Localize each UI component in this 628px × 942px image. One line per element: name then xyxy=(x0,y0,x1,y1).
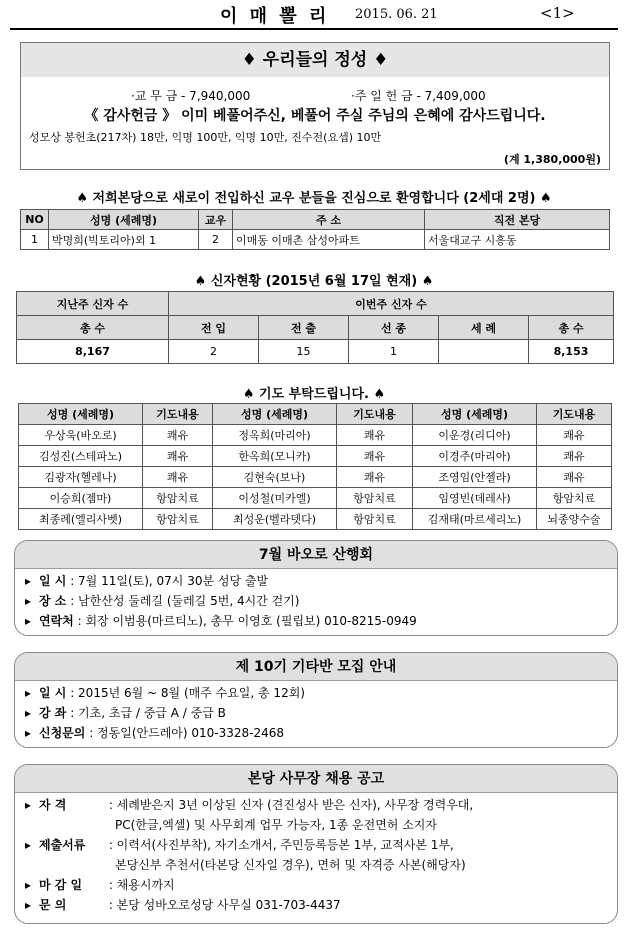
row-value: 이력서(사진부착), 자기소개서, 주민등록등본 1부, 교적사본 1부, xyxy=(116,838,454,852)
cell: 우상욱(바오로) xyxy=(19,425,143,446)
guitar-notice xyxy=(14,652,618,748)
cell: 항암치료 xyxy=(537,488,612,509)
cell: 항암치료 xyxy=(337,488,413,509)
cell: 이성철(미카엘) xyxy=(213,488,337,509)
cell: 이경주(마리아) xyxy=(413,446,537,467)
table-row xyxy=(17,340,614,364)
cell: 이운경(리디아) xyxy=(413,425,537,446)
cell: 최성운(벨라뎃다) xyxy=(213,509,337,530)
col-header: 기도내용 xyxy=(537,404,612,425)
row-value: 본당신부 추천서(타본당 신자일 경우), 면허 및 자격증 사본(해당자) xyxy=(115,858,466,872)
cell: 쾌유 xyxy=(143,467,213,488)
table-row xyxy=(21,230,610,250)
arrow-icon: ▸ xyxy=(25,726,32,740)
notice-row: ▸ 신청문의 : 정동일(안드레아) 010-3328-2468 xyxy=(15,723,617,743)
table-row xyxy=(19,488,612,509)
col-header: 성명 (세례명) xyxy=(413,404,537,425)
notice-row: ▸ 자 격 : 세례받은지 3년 이상된 신자 (견진성사 받은 신자), 사무장 경력우대, xyxy=(15,795,617,815)
row-label: 장 소 xyxy=(39,594,67,608)
cell: 쾌유 xyxy=(337,467,413,488)
newcomers-table xyxy=(20,209,610,250)
row-label: 자 격 xyxy=(39,798,67,812)
row-value: 세례받은지 3년 이상된 신자 (견진성사 받은 신자), 사무장 경력우대, xyxy=(116,798,474,812)
notice-row: ▸ 강 좌 : 기초, 초급 / 중급 A / 중급 B xyxy=(15,703,617,723)
hiring-heading: 본당 사무장 채용 공고 xyxy=(15,765,617,793)
newcomers-heading: ♠ 저희본당으로 새로이 전입하신 교우 분들을 진심으로 환영합니다 (2세대 2명) ♠ xyxy=(76,191,552,206)
cell: 김성진(스테파노) xyxy=(19,446,143,467)
col-header: 성명 (세례명) xyxy=(49,210,199,230)
cell: 1 xyxy=(21,230,49,250)
guitar-heading: 제 10기 기타반 모집 안내 xyxy=(15,653,617,681)
row-label: 신청문의 xyxy=(39,726,86,740)
row-label: 일 시 xyxy=(39,574,67,588)
header-divider xyxy=(10,28,618,30)
bulletin-header xyxy=(0,0,628,34)
collection-amount: ·교 무 금 - 7,940,000 xyxy=(131,89,251,103)
row-label: 제출서류 xyxy=(39,838,86,852)
page-number: <1> xyxy=(540,4,575,22)
row-value: 채용시까지 xyxy=(116,878,175,892)
arrow-icon: ▸ xyxy=(25,614,32,628)
thanks-message: 《 감사헌금 》 이미 베풀어주신, 베풀어 주실 주님의 은혜에 감사드립니다. xyxy=(84,108,546,124)
cell: 김현숙(보나) xyxy=(213,467,337,488)
row-label: 마 감 일 xyxy=(39,878,83,892)
cell: 항암치료 xyxy=(143,509,213,530)
cell: 김광자(헬레나) xyxy=(19,467,143,488)
col-header: 교우 xyxy=(199,210,233,230)
arrow-icon: ▸ xyxy=(25,574,32,588)
notice-row: ▸ 연락처 : 회장 이범용(마르티노), 총무 이영호 (필립보) 010-8215-0949 xyxy=(15,611,617,631)
sub-header: 전 출 xyxy=(259,316,349,340)
cell xyxy=(439,340,529,364)
arrow-icon: ▸ xyxy=(25,798,32,812)
cell: 쾌유 xyxy=(143,446,213,467)
cell: 쾌유 xyxy=(537,467,612,488)
cell: 뇌종양수술 xyxy=(537,509,612,530)
table-row xyxy=(19,509,612,530)
col-header: 성명 (세례명) xyxy=(213,404,337,425)
sub-header: 세 례 xyxy=(439,316,529,340)
notice-row: ▸ 문 의 : 본당 성바오로성당 사무실 031-703-4437 xyxy=(15,895,617,915)
donations-heading: ♦ 우리들의 정성 ♦ xyxy=(21,43,609,77)
col-header: 기도내용 xyxy=(337,404,413,425)
donor-names: 성모상 봉헌초(217차) 18만, 익명 100만, 익명 10만, 진수전(요셉) 10만 xyxy=(29,131,382,144)
arrow-icon: ▸ xyxy=(25,898,32,912)
last-week-header: 지난주 신자 수 xyxy=(17,292,169,316)
notice-row: ▸ 일 시 : 7월 11일(토), 07시 30분 성당 출발 xyxy=(15,571,617,591)
row-label: 연락처 xyxy=(39,614,74,628)
cell: 박명희(빅토리아)외 1 xyxy=(49,230,199,250)
notice-row xyxy=(15,855,617,875)
sunday-offering-amount: ·주 일 헌 금 - 7,409,000 xyxy=(351,89,486,103)
cell: 쾌유 xyxy=(143,425,213,446)
row-value: 남한산성 둘레길 (둘레길 5번, 4시간 걷기) xyxy=(78,594,300,608)
cell: 2 xyxy=(199,230,233,250)
notice-row: ▸ 제출서류 : 이력서(사진부착), 자기소개서, 주민등록등본 1부, 교적사본 1부, xyxy=(15,835,617,855)
notice-row: ▸ 장 소 : 남한산성 둘레길 (둘레길 5번, 4시간 걷기) xyxy=(15,591,617,611)
cell: 이매동 이매촌 삼성아파트 xyxy=(233,230,425,250)
col-header: NO xyxy=(21,210,49,230)
arrow-icon: ▸ xyxy=(25,878,32,892)
row-value: 기초, 초급 / 중급 A / 중급 B xyxy=(78,706,226,720)
arrow-icon: ▸ xyxy=(25,838,32,852)
cell: 15 xyxy=(259,340,349,364)
donation-total: (계 1,380,000원) xyxy=(503,153,601,166)
cell: 임영빈(데레사) xyxy=(413,488,537,509)
arrow-icon: ▸ xyxy=(25,706,32,720)
cell: 한옥희(모니카) xyxy=(213,446,337,467)
notice-row: ▸ 마 감 일 : 채용시까지 xyxy=(15,875,617,895)
cell: 1 xyxy=(349,340,439,364)
row-value: 7월 11일(토), 07시 30분 성당 출발 xyxy=(78,574,269,588)
arrow-icon: ▸ xyxy=(25,686,32,700)
cell: 쾌유 xyxy=(337,425,413,446)
hiring-notice xyxy=(14,764,618,924)
cell: 항암치료 xyxy=(143,488,213,509)
col-header: 성명 (세례명) xyxy=(19,404,143,425)
cell: 쾌유 xyxy=(537,425,612,446)
believers-table xyxy=(16,291,614,364)
this-week-header: 이번주 신자 수 xyxy=(169,292,614,316)
cell: 정옥희(마리아) xyxy=(213,425,337,446)
row-label: 문 의 xyxy=(39,898,67,912)
bulletin-title: 이 매 뽈 리 xyxy=(220,6,330,27)
row-value: 회장 이범용(마르티노), 총무 이영호 (필립보) 010-8215-0949 xyxy=(85,614,417,628)
bulletin-date: 2015. 06. 21 xyxy=(355,7,438,22)
cell: 쾌유 xyxy=(337,446,413,467)
cell: 김재태(마르세리노) xyxy=(413,509,537,530)
sub-header: 전 입 xyxy=(169,316,259,340)
sub-header: 총 수 xyxy=(17,316,169,340)
cell: 항암치료 xyxy=(337,509,413,530)
table-row xyxy=(19,467,612,488)
hiking-notice xyxy=(14,540,618,636)
believers-heading: ♠ 신자현황 (2015년 6월 17일 현재) ♠ xyxy=(194,274,434,289)
cell: 조영임(안젤라) xyxy=(413,467,537,488)
row-value: PC(한글,엑셀) 및 사무회계 업무 가능자, 1종 운전면허 소지자 xyxy=(115,818,437,832)
cell: 최종례(엘리사벳) xyxy=(19,509,143,530)
col-header: 기도내용 xyxy=(143,404,213,425)
row-value: 2015년 6월 ~ 8월 (매주 수요일, 총 12회) xyxy=(78,686,305,700)
row-value: 정동일(안드레아) 010-3328-2468 xyxy=(97,726,285,740)
cell: 서울대교구 시흥동 xyxy=(425,230,610,250)
cell: 8,167 xyxy=(17,340,169,364)
donations-box xyxy=(20,42,610,170)
sub-header: 총 수 xyxy=(529,316,614,340)
cell: 이승희(젬마) xyxy=(19,488,143,509)
notice-row: ▸ 일 시 : 2015년 6월 ~ 8월 (매주 수요일, 총 12회) xyxy=(15,683,617,703)
prayer-table xyxy=(18,403,612,530)
hiking-heading: 7월 바오로 산행회 xyxy=(15,541,617,569)
notice-row xyxy=(15,815,617,835)
cell: 2 xyxy=(169,340,259,364)
cell: 쾌유 xyxy=(537,446,612,467)
sub-header: 선 종 xyxy=(349,316,439,340)
row-label: 강 좌 xyxy=(39,706,67,720)
row-value: 본당 성바오로성당 사무실 031-703-4437 xyxy=(116,898,341,912)
table-row xyxy=(19,425,612,446)
table-row xyxy=(19,446,612,467)
col-header: 직전 본당 xyxy=(425,210,610,230)
row-label: 일 시 xyxy=(39,686,67,700)
col-header: 주 소 xyxy=(233,210,425,230)
arrow-icon: ▸ xyxy=(25,594,32,608)
prayer-heading: ♠ 기도 부탁드립니다. ♠ xyxy=(242,387,386,402)
cell: 8,153 xyxy=(529,340,614,364)
